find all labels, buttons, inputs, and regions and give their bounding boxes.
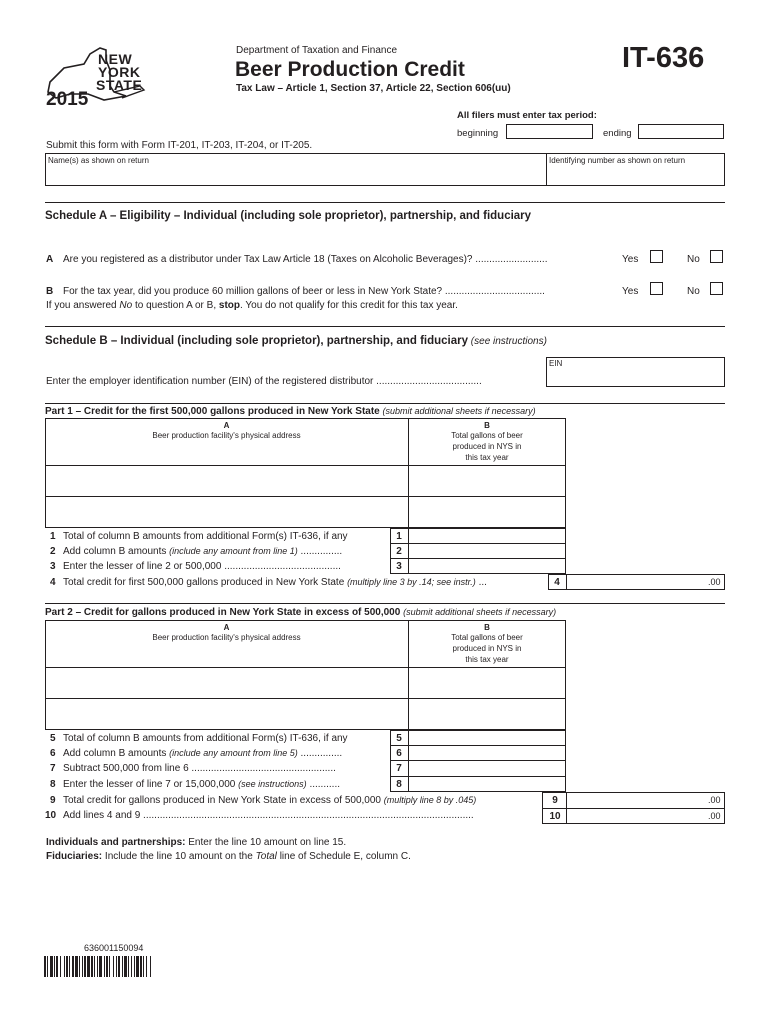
barcode-bar: [106, 956, 108, 977]
question-a-no-label: No: [687, 254, 700, 265]
barcode-bar: [84, 956, 86, 977]
barcode-bar: [118, 956, 120, 977]
line8-label: Enter the lesser of line 7 or 15,000,000: [63, 779, 236, 790]
part1-col-b-header-3: this tax year: [465, 453, 509, 462]
line8-box-number: 8: [396, 779, 402, 790]
line2-note: (include any amount from line 1): [169, 546, 298, 556]
fiduciaries-instruction: [46, 851, 411, 862]
fiduciaries-total: Total: [255, 851, 277, 862]
question-b-no-label: No: [687, 286, 700, 297]
line3-box-number: 3: [396, 561, 402, 572]
barcode-bar: [146, 956, 147, 977]
id-field[interactable]: [547, 166, 724, 185]
question-b-letter: B: [46, 286, 54, 297]
ein-text: Enter the employer identification number (EIN) of the registered distributor ......................................: [46, 376, 482, 387]
barcode-bar: [124, 956, 127, 977]
line5-amount-field[interactable]: [409, 731, 565, 745]
line5-box-number: 5: [396, 733, 402, 744]
individuals-label: Individuals and partnerships:: [46, 837, 186, 848]
line6-dots: ...............: [300, 748, 343, 759]
schedule-b-rule: [45, 326, 725, 327]
part2-row2-gallons[interactable]: [409, 699, 565, 729]
line8-amount-field[interactable]: [409, 777, 565, 791]
fiduciaries-text-1: Include the line 10 amount on the: [102, 851, 256, 862]
question-b-no-checkbox[interactable]: [710, 282, 723, 295]
tax-period-label: All filers must enter tax period:: [457, 110, 597, 121]
part1-col-b-header-2: produced in NYS in: [452, 442, 522, 451]
submit-note: Submit this form with Form IT-201, IT-203, IT-204, or IT-205.: [46, 140, 313, 151]
line4-dots: ...: [478, 577, 487, 588]
fiduciaries-label: Fiduciaries:: [46, 851, 103, 862]
part1-note: (submit additional sheets if necessary): [382, 406, 536, 416]
line6-label-wrap: [63, 748, 342, 759]
part1-row2-address[interactable]: [46, 497, 408, 527]
barcode-icon: [44, 956, 192, 977]
name-label: Name(s) as shown on return: [48, 156, 149, 165]
line9-number: 9: [50, 795, 56, 806]
barcode-bar: [50, 956, 53, 977]
barcode-image: [44, 956, 192, 977]
line6-number: 6: [50, 748, 56, 759]
logo-york: YORK: [98, 64, 141, 80]
line7-label: Subtract 500,000 from line 6 ....................................................: [63, 763, 336, 774]
barcode-bar: [131, 956, 132, 977]
question-b-text: For the tax year, did you produce 60 million gallons of beer or less in New York State? ....................................: [63, 286, 545, 297]
name-field[interactable]: [46, 166, 545, 185]
ending-label: ending: [603, 128, 632, 139]
logo-year: 2015: [46, 89, 89, 110]
part2-col-a-header: Beer production facility's physical address: [152, 633, 301, 642]
nys-logo: [44, 42, 154, 114]
line3-number: 3: [50, 561, 56, 572]
schedule-a-title: Schedule A – Eligibility – Individual (including sole proprietor), partnership, and fiduciary: [45, 210, 532, 222]
part1-col-b-header-1: Total gallons of beer: [451, 431, 523, 440]
schedule-b-see-instructions: (see instructions): [470, 336, 547, 347]
question-a-no-checkbox[interactable]: [710, 250, 723, 263]
line2-box-number: 2: [396, 546, 402, 557]
question-b-yes-checkbox[interactable]: [650, 282, 663, 295]
barcode-bar: [64, 956, 65, 977]
form-title: Beer Production Credit: [235, 58, 465, 81]
barcode-bar: [109, 956, 110, 977]
line10-label: Add lines 4 and 9 .......................................................................................................................: [63, 810, 474, 821]
part1-heading: [45, 406, 536, 417]
individuals-text: Enter the line 10 amount on line 15.: [185, 837, 347, 848]
question-a-letter: A: [46, 254, 54, 265]
note-post: . You do not qualify for this credit for this tax year.: [240, 300, 458, 311]
ein-label: EIN: [549, 359, 563, 368]
line3-amount-field[interactable]: [409, 559, 565, 573]
barcode-bar: [87, 956, 90, 977]
schedule-b-heading: [45, 335, 547, 347]
beginning-date-field[interactable]: [506, 124, 593, 139]
barcode-bar: [47, 956, 48, 977]
barcode-bar: [56, 956, 58, 977]
part2-col-b-letter: B: [484, 623, 490, 632]
part2-col-b-header-3: this tax year: [465, 655, 509, 664]
barcode-bar: [104, 956, 105, 977]
part1-rule: [45, 403, 725, 404]
part2-note: (submit additional sheets if necessary): [403, 607, 557, 617]
line4-label-wrap: [63, 577, 487, 588]
line7-number: 7: [50, 763, 56, 774]
line7-amount-field[interactable]: [409, 761, 565, 776]
line9-box-number: 9: [552, 795, 558, 806]
id-label: Identifying number as shown on return: [549, 156, 686, 165]
line10-amount-field[interactable]: [567, 809, 705, 823]
line7-box-number: 7: [396, 763, 402, 774]
barcode-bar: [94, 956, 95, 977]
schedule-a-note: [46, 300, 458, 311]
part1-col-a-header: Beer production facility's physical address: [152, 431, 301, 440]
ein-field[interactable]: [546, 357, 725, 387]
barcode-bar: [116, 956, 117, 977]
line4-cents: .00: [708, 577, 721, 587]
barcode-bar: [97, 956, 98, 977]
part2-col-b-header-1: Total gallons of beer: [451, 633, 523, 642]
logo-new: NEW: [98, 51, 133, 67]
line8-label-wrap: [63, 779, 340, 790]
part1-row1-gallons[interactable]: [409, 466, 565, 496]
part2-row1-gallons[interactable]: [409, 668, 565, 698]
line1-number: 1: [50, 531, 56, 542]
line2-amount-field[interactable]: [409, 544, 565, 558]
barcode-bar: [60, 956, 61, 977]
line9-label: Total credit for gallons produced in New York State in excess of 500,000: [63, 795, 381, 806]
part2-row1-address[interactable]: [46, 668, 408, 698]
barcode-bar: [79, 956, 80, 977]
line6-box-number: 6: [396, 748, 402, 759]
barcode-bar: [82, 956, 83, 977]
note-mid: to question A or B,: [132, 300, 219, 311]
line4-note: (multiply line 3 by .14; see instr.): [347, 577, 476, 587]
barcode-bar: [54, 956, 55, 977]
line6-amount-field[interactable]: [409, 746, 565, 760]
barcode-bar: [91, 956, 93, 977]
line5-number: 5: [50, 733, 56, 744]
schedule-b-title: Schedule B – Individual (including sole proprietor), partnership, and fiduciary: [45, 335, 469, 347]
note-pre: If you answered: [46, 300, 120, 311]
question-a-yes-checkbox[interactable]: [650, 250, 663, 263]
line4-label: Total credit for first 500,000 gallons produced in New York State: [63, 577, 345, 588]
part2-col-a-letter: A: [223, 623, 230, 632]
barcode-bar: [44, 956, 46, 977]
fiduciaries-text-2: line of Schedule E, column C.: [276, 851, 411, 862]
barcode-bar: [66, 956, 68, 977]
part1-col-b-letter: B: [484, 421, 490, 430]
barcode-bar: [69, 956, 70, 977]
line6-note: (include any amount from line 5): [169, 748, 298, 758]
line1-box-number: 1: [396, 531, 402, 542]
line8-note: (see instructions): [238, 779, 307, 789]
ending-date-field[interactable]: [638, 124, 724, 139]
line9-amount-field[interactable]: [567, 793, 705, 807]
line4-amount-field[interactable]: [567, 575, 705, 589]
line10-cents: .00: [708, 811, 721, 821]
question-b-yes-label: Yes: [622, 286, 639, 297]
barcode-bar: [136, 956, 139, 977]
schedule-a-rule: [45, 202, 725, 203]
barcode-bar: [134, 956, 135, 977]
part2-heading: [45, 607, 556, 618]
line10-number: 10: [45, 810, 57, 821]
line4-box-number: 4: [554, 577, 560, 588]
line3-label: Enter the lesser of line 2 or 500,000 ..........................................: [63, 561, 341, 572]
barcode-bar: [72, 956, 74, 977]
note-no: No: [119, 300, 133, 311]
barcode-bar: [122, 956, 123, 977]
line5-label: Total of column B amounts from additional Form(s) IT-636, if any: [63, 733, 348, 744]
beginning-label: beginning: [457, 128, 499, 139]
part2-title: Part 2 – Credit for gallons produced in New York State in excess of 500,000: [45, 607, 401, 618]
line8-number: 8: [50, 779, 56, 790]
question-a-text: Are you registered as a distributor under Tax Law Article 18 (Taxes on Alcoholic Beverages)? ..........................: [63, 254, 548, 265]
barcode-bar: [150, 956, 151, 977]
barcode-bar: [128, 956, 129, 977]
department-name: Department of Taxation and Finance: [236, 45, 398, 56]
line4-number: 4: [50, 577, 56, 588]
line10-box-number: 10: [549, 811, 561, 822]
tax-law-reference: Tax Law – Article 1, Section 37, Article 22, Section 606(uu): [236, 83, 511, 94]
barcode-bar: [143, 956, 144, 977]
part2-rule: [45, 603, 725, 604]
line6-label: Add column B amounts: [63, 748, 167, 759]
line2-label: Add column B amounts: [63, 546, 167, 557]
barcode-bar: [75, 956, 78, 977]
part1-title: Part 1 – Credit for the first 500,000 gallons produced in New York State: [45, 406, 380, 417]
line9-label-wrap: [63, 795, 476, 806]
line8-dots: ...........: [309, 779, 340, 790]
part1-row2-gallons[interactable]: [409, 497, 565, 527]
line2-number: 2: [50, 546, 56, 557]
barcode-number: 636001150094: [84, 943, 144, 953]
line9-note: (multiply line 8 by .045): [383, 795, 477, 805]
part1-row1-address[interactable]: [46, 466, 408, 496]
line1-label: Total of column B amounts from additional Form(s) IT-636, if any: [63, 531, 348, 542]
individuals-instruction: [46, 837, 346, 848]
form-number: IT-636: [622, 42, 705, 74]
part1-col-a-letter: A: [223, 421, 230, 430]
barcode-bar: [113, 956, 114, 977]
part2-row2-address[interactable]: [46, 699, 408, 729]
barcode-bar: [140, 956, 142, 977]
barcode-bar: [99, 956, 102, 977]
line9-cents: .00: [708, 795, 721, 805]
question-a-yes-label: Yes: [622, 254, 639, 265]
part2-col-b-header-2: produced in NYS in: [452, 644, 522, 653]
line2-label-wrap: [63, 546, 342, 557]
logo-state: STATE: [96, 77, 143, 93]
line2-dots: ...............: [300, 546, 343, 557]
line1-amount-field[interactable]: [409, 529, 565, 543]
note-stop: stop: [218, 300, 241, 311]
